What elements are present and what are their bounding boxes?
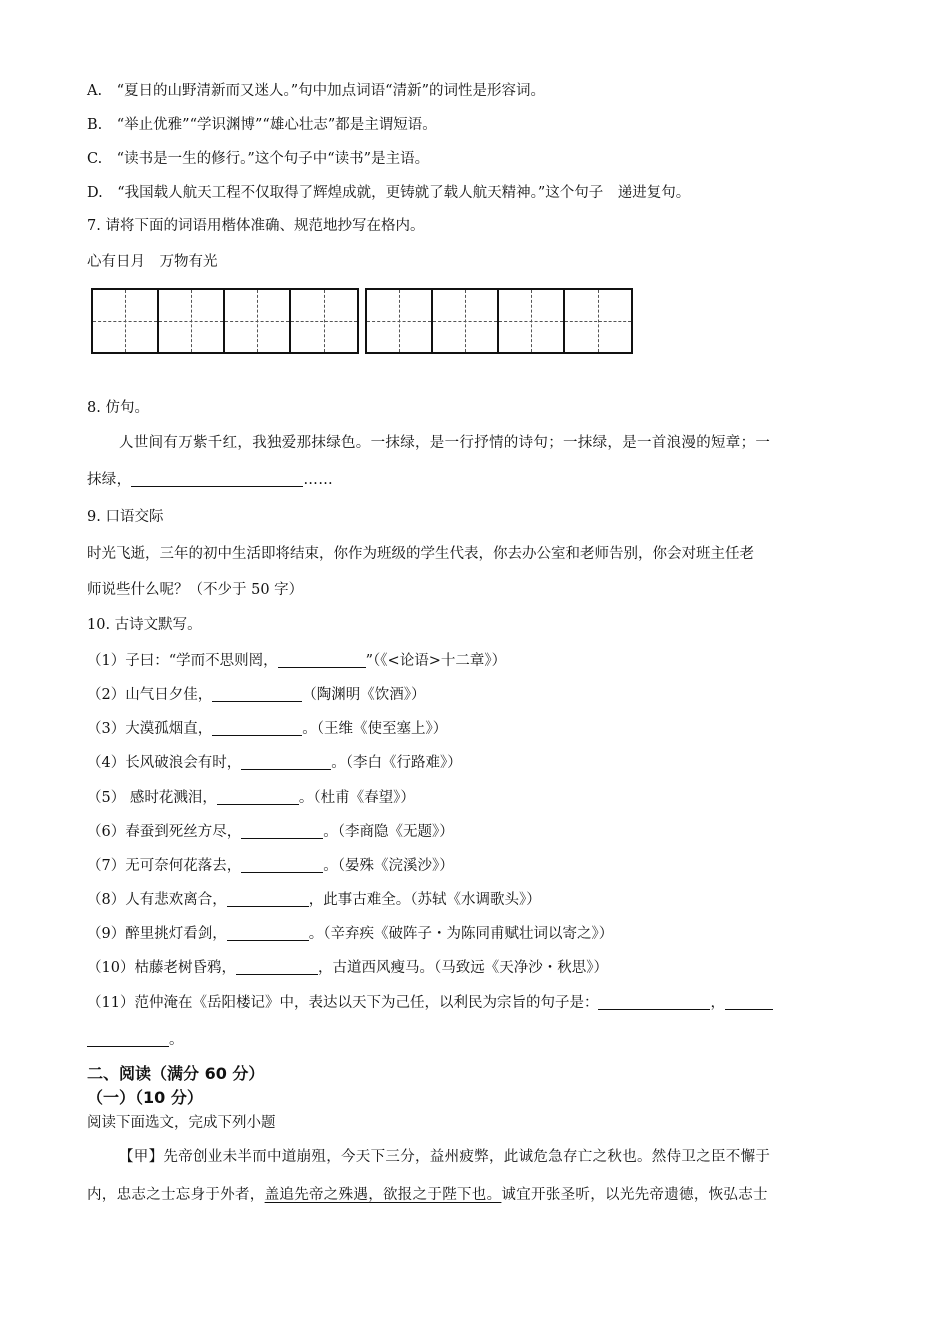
q10-item [87, 753, 860, 773]
section2-heading: 二、阅读（满分 60 分） [87, 1064, 265, 1083]
q8-answer-blank[interactable] [131, 471, 303, 487]
q10-answer-blank[interactable] [227, 891, 309, 907]
passage-text: 内，忠志之士忘身于外者， [87, 1187, 265, 1203]
q10-item-text: （7）无可奈何花落去， [87, 858, 242, 874]
q10-answer-blank[interactable] [227, 925, 309, 941]
q10-item-text: （6）春蚕到死丝方尽， [87, 824, 242, 840]
q8-line2-prefix: 抹绿， [87, 472, 132, 488]
q10-item [87, 890, 860, 910]
passage-line1: 【甲】先帝创业未半而中道崩殂，今天下三分，益州疲弊，此诚危急存亡之秋也。然侍卫之臣不懈于 [119, 1149, 771, 1165]
q10-item-source: 。（王维《使至塞上》） [302, 721, 448, 737]
q10-item-text: （1）子曰：“学而不思则罔， [87, 653, 278, 669]
q9-title: 9. 口语交际 [87, 509, 164, 525]
q10-item-11-cont [87, 1030, 860, 1050]
q10-item-source: ，此事古难全。（苏轼《水调歌头》） [308, 892, 541, 908]
q10-item [87, 719, 860, 739]
grid-cell[interactable] [433, 290, 499, 352]
q6-option-a: A. “夏日的山野清新而又迷人。”句中加点词语“清新”的词性是形容词。 [87, 83, 545, 99]
passage-underlined-sentence: 盖追先帝之殊遇，欲报之于陛下也。 [264, 1187, 502, 1203]
q8-answer-line [87, 470, 860, 490]
q10-answer-blank[interactable] [241, 823, 323, 839]
q10-item-text: （2）山气日夕佳， [87, 687, 213, 703]
q10-answer-blank[interactable] [212, 720, 302, 736]
q8-line2-suffix: …… [303, 472, 334, 488]
q10-item-text: （3）大漠孤烟直， [87, 721, 213, 737]
q10-separator: ， [710, 995, 725, 1011]
q10-answer-blank[interactable] [212, 686, 302, 702]
q10-item [87, 685, 860, 705]
q7-words: 心有日月 万物有光 [87, 254, 218, 270]
grid-cell[interactable] [225, 290, 291, 352]
q10-item-end: 。 [169, 1032, 184, 1048]
q10-item-source: 。（晏殊《浣溪沙》） [323, 858, 454, 874]
q10-item [87, 788, 860, 808]
q10-answer-blank[interactable] [241, 754, 331, 770]
q6-option-b: B. “举止优雅”“学识渊博”“雄心壮志”都是主谓短语。 [87, 117, 437, 133]
q10-item [87, 822, 860, 842]
q10-title: 10. 古诗文默写。 [87, 617, 202, 633]
q10-answer-blank[interactable] [598, 994, 710, 1010]
grid-cell[interactable] [565, 290, 631, 352]
q8-title: 8. 仿句。 [87, 400, 149, 416]
q10-item-source: 。（李商隐《无题》） [323, 824, 454, 840]
passage-text: 诚宜开张圣听，以光先帝遗德，恢弘志士 [501, 1187, 768, 1203]
passage-line2 [87, 1185, 860, 1205]
q10-answer-blank[interactable] [725, 994, 773, 1010]
q6-option-d: D. “我国载人航天工程不仅取得了辉煌成就，更铸就了载人航天精神。”这个句子 递进复句。 [87, 185, 691, 201]
q10-item-source: ”（《<论语>十二章》） [365, 653, 507, 669]
q10-item-text: （8）人有悲欢离合， [87, 892, 227, 908]
q7-title: 7. 请将下面的词语用楷体准确、规范地抄写在格内。 [87, 218, 425, 234]
section2-intro: 阅读下面选文，完成下列小题 [87, 1115, 276, 1131]
q10-answer-blank[interactable] [217, 789, 299, 805]
q10-item [87, 856, 860, 876]
grid-cell[interactable] [93, 290, 159, 352]
q10-item-text: （10）枯藤老树昏鸦， [87, 960, 236, 976]
q10-item-source: 。（李白《行路难》） [331, 755, 462, 771]
q9-body-line1: 时光飞逝，三年的初中生活即将结束，你作为班级的学生代表，你去办公室和老师告别，你会对班主任老 [87, 546, 754, 562]
q10-item [87, 924, 860, 944]
q10-item-text: （4）长风破浪会有时， [87, 755, 242, 771]
section2-subheading: （一）（10 分） [87, 1088, 203, 1107]
q10-item-source: 。（辛弃疾《破阵子・为陈同甫赋壮词以寄之》） [308, 926, 614, 942]
q10-answer-blank[interactable] [87, 1031, 169, 1047]
grid-cell[interactable] [367, 290, 433, 352]
q10-item-11 [87, 993, 860, 1013]
q10-answer-blank[interactable] [236, 959, 318, 975]
grid-cell[interactable] [499, 290, 565, 352]
q10-answer-blank[interactable] [278, 652, 366, 668]
writing-grid-2[interactable] [365, 288, 633, 354]
q10-item-source: ，古道西风瘦马。（马致远《天净沙・秋思》） [317, 960, 608, 976]
q10-item-text: （9）醉里挑灯看剑， [87, 926, 227, 942]
q10-item [87, 958, 860, 978]
grid-cell[interactable] [291, 290, 357, 352]
q10-answer-blank[interactable] [241, 857, 323, 873]
grid-cell[interactable] [159, 290, 225, 352]
q10-item-source: 。（杜甫《春望》） [298, 790, 415, 806]
writing-grid-1[interactable] [91, 288, 359, 354]
q10-item-text: （11）范仲淹在《岳阳楼记》中，表达以天下为己任，以利民为宗旨的句子是： [87, 995, 599, 1011]
q10-item-text: （5） 感时花溅泪， [87, 790, 217, 806]
q6-option-c: C. “读书是一生的修行。”这个句子中“读书”是主语。 [87, 151, 430, 167]
q10-item-source: （陶渊明《饮酒》） [302, 687, 426, 703]
q8-prompt: 人世间有万紫千红，我独爱那抹绿色。一抹绿，是一行抒情的诗句；一抹绿，是一首浪漫的短章；一 [119, 435, 771, 451]
q9-body-line2: 师说些什么呢？（不少于 50 字） [87, 582, 304, 598]
q10-item [87, 651, 860, 671]
